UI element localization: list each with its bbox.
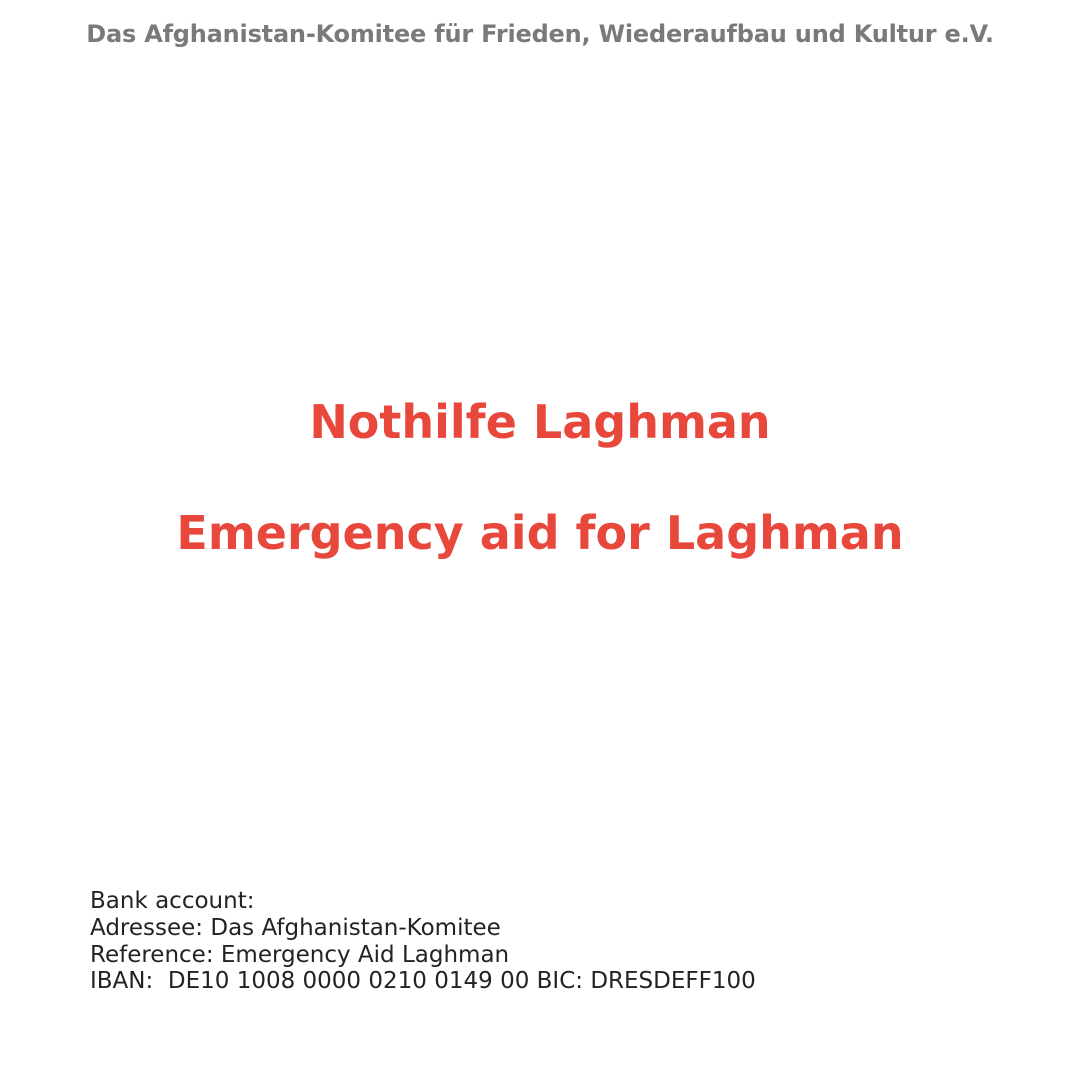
headline-english: Emergency aid for Laghman	[176, 506, 904, 561]
headline-german: Nothilfe Laghman	[309, 395, 771, 449]
bank-reference: Reference: Emergency Aid Laghman	[90, 941, 510, 968]
organization-name: Das Afghanistan-Komitee für Frieden, Wiederaufbau und Kultur e.V.	[86, 20, 994, 48]
bank-iban-bic: IBAN: DE10 1008 0000 0210 0149 00 BIC: DRESDEFF100	[90, 968, 756, 995]
bank-details	[90, 888, 756, 995]
headline-block	[0, 395, 1080, 561]
bank-account-label: Bank account:	[90, 888, 255, 914]
bank-addressee: Adressee: Das Afghanistan-Komitee	[90, 914, 501, 941]
